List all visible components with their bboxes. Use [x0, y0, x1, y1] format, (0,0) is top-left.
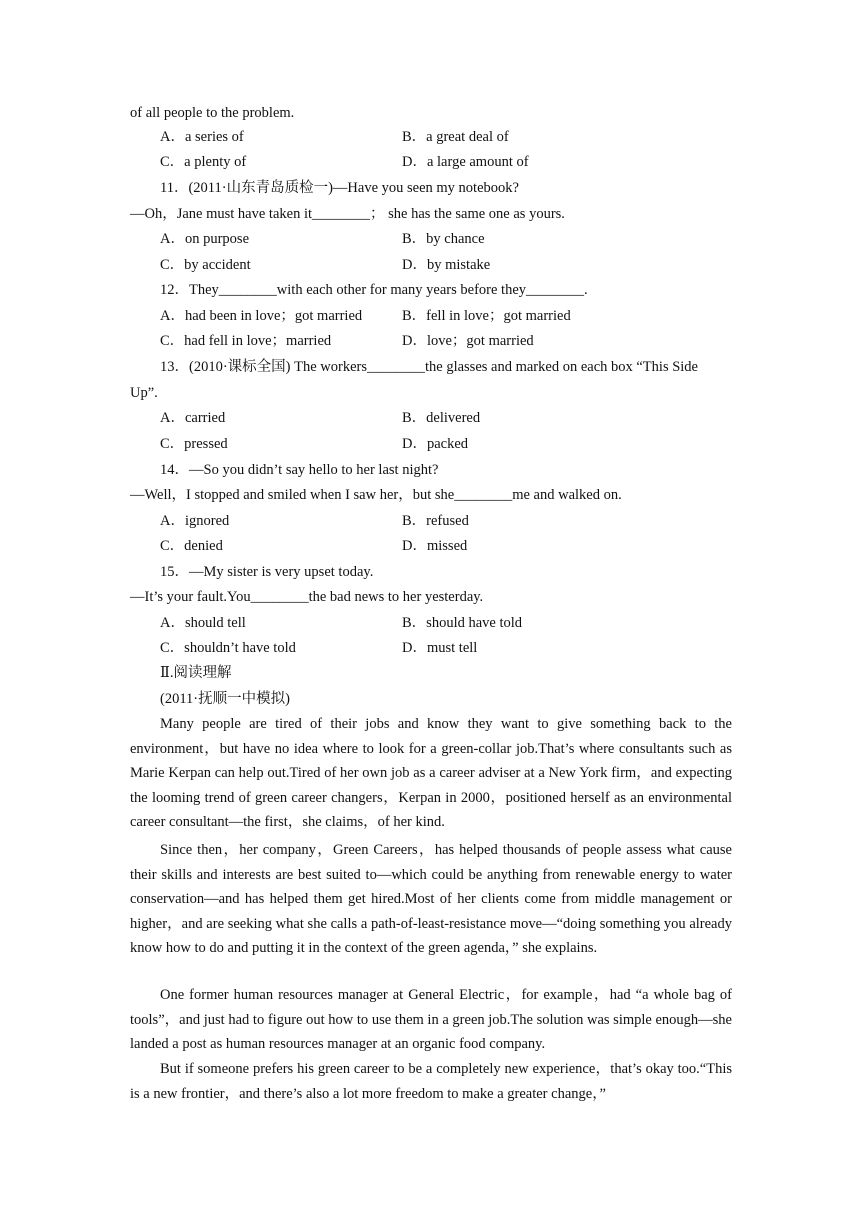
passage-source: (2011·抚顺一中模拟)	[160, 691, 290, 707]
option-d: D．packed	[402, 436, 469, 452]
option-b: B．refused	[402, 513, 469, 529]
option-a: A．carried	[160, 410, 226, 426]
question-14-stem2: —Well，I stopped and smiled when I saw her，but she________me and walked on.	[130, 487, 622, 503]
question-15-stem2: —It’s your fault.You________the bad news to her yesterday.	[130, 589, 484, 605]
question-15-stem: 15．—My sister is very upset today.	[160, 564, 374, 580]
option-b: B．should have told	[402, 615, 523, 631]
option-a: A．had been in love；got married	[160, 308, 363, 324]
section-title: Ⅱ.阅读理解	[160, 665, 232, 681]
passage-paragraph: Since then，her company，Green Careers，has helped thousands of people assess what cause their skills and interests are best suited to—which could be anything from renewable energy to water conservation—and has helped them get hired.Most of her clients come from middle management or higher，and are seeking what she calls a path-of-least-resistance move—“doing something you already know how to do and putting it in the context of the green agenda，” she explains.	[130, 842, 732, 956]
question-12-stem: 12．They________with each other for many years before they________.	[160, 282, 588, 298]
passage-paragraph: One former human resources manager at General Electric，for example，had “a whole bag of tools”，and just had to figure out how to use them in a green job.The solution was simple enough—she landed a post as human resources manager at an organic food company.	[130, 987, 732, 1052]
option-c: C．by accident	[160, 257, 251, 273]
passage-paragraph: But if someone prefers his green career to be a completely new experience，that’s okay too.“This is a new frontier，and there’s also a lot more freedom to make a greater change，”	[130, 1061, 732, 1102]
intro-tail: of all people to the problem.	[130, 105, 295, 121]
question-14-stem: 14．—So you didn’t say hello to her last night?	[160, 462, 439, 478]
option-c: C．a plenty of	[160, 154, 247, 170]
question-11-stem2: —Oh，Jane must have taken it________； she has the same one as yours.	[130, 206, 565, 222]
question-13-stem: 13．(2010·课标全国) The workers________the glasses and marked on each box “This Side	[160, 359, 698, 375]
option-d: D．love；got married	[402, 333, 534, 349]
option-b: B．fell in love；got married	[402, 308, 571, 324]
option-a: A．ignored	[160, 513, 230, 529]
option-c: C．denied	[160, 538, 223, 554]
question-13-stem2: Up”.	[130, 385, 158, 401]
option-a: A．should tell	[160, 615, 246, 631]
option-d: D．a large amount of	[402, 154, 529, 170]
option-b: B．delivered	[402, 410, 481, 426]
option-c: C．pressed	[160, 436, 228, 452]
option-c: C．had fell in love；married	[160, 333, 332, 349]
option-b: B．by chance	[402, 231, 485, 247]
passage-paragraph: Many people are tired of their jobs and know they want to give something back to the environment，but have no idea where to look for a green-collar job.That’s where consultants such as Marie Kerpan can help out.Tired of her own job as a career adviser at a New York firm，and expecting the looming trend of green career changers，Kerpan in 2000，positioned herself as an environmental career consultant—the first，she claims，of her kind.	[130, 716, 732, 830]
question-11-stem: 11．(2011·山东青岛质检一)—Have you seen my notebook?	[160, 180, 519, 196]
option-b: B．a great deal of	[402, 129, 509, 145]
option-a: A．a series of	[160, 129, 244, 145]
option-d: D．by mistake	[402, 257, 491, 273]
option-a: A．on purpose	[160, 231, 250, 247]
option-d: D．missed	[402, 538, 468, 554]
option-d: D．must tell	[402, 640, 478, 656]
option-c: C．shouldn’t have told	[160, 640, 296, 656]
